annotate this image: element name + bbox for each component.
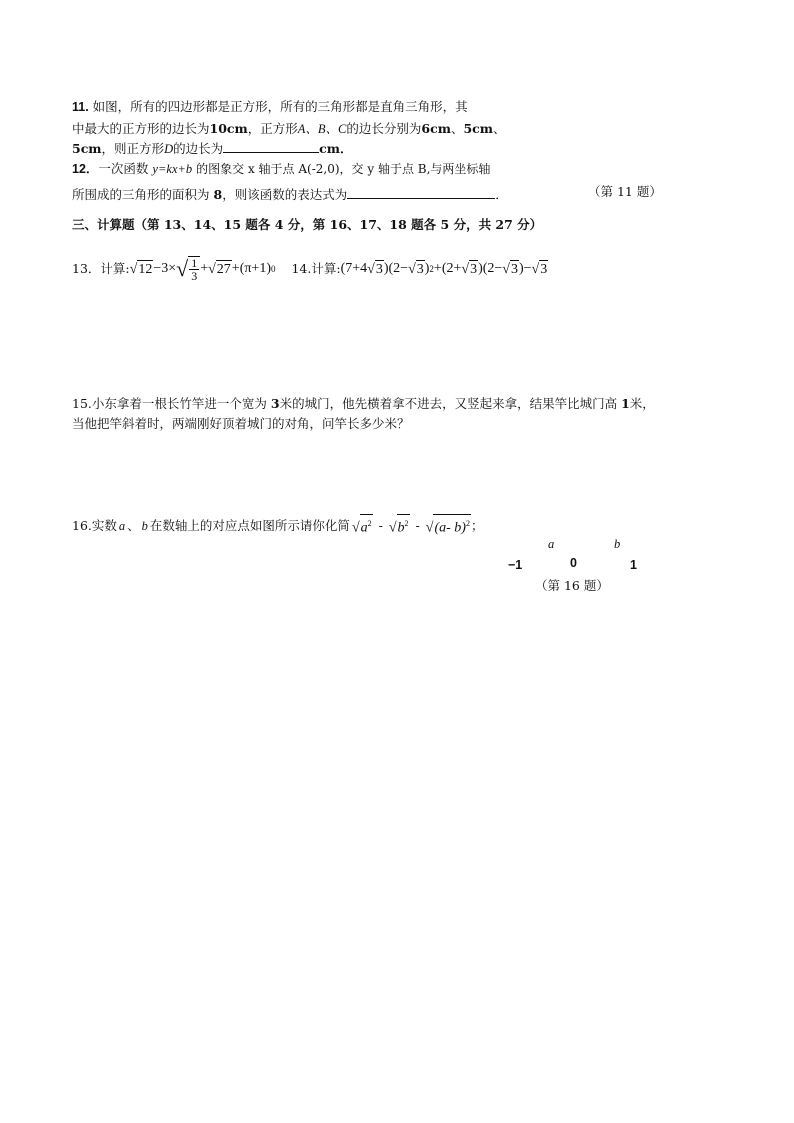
q11-text-2h: 5cm: [463, 121, 493, 136]
q14-term2-mid: )(2−: [478, 261, 503, 276]
q14-square: 2: [429, 264, 434, 274]
q13-plus: +: [200, 261, 209, 276]
q13-sqrt12-radicand: 12: [138, 261, 153, 277]
q15-text-1d: 1: [621, 396, 630, 411]
q13-pi-term: (π+1): [239, 261, 271, 276]
q13-sqrt12: √12: [129, 261, 153, 277]
q16-sqrt-b2: $√b^2$: [389, 514, 410, 538]
q14-sqrt3-c-radicand: 3: [470, 261, 478, 277]
q11-text-2e: 的边长分别为: [346, 121, 422, 136]
axis-label-b: b: [614, 537, 621, 551]
q15-text-1e: 米，: [629, 396, 655, 411]
q16-minus1: -: [378, 517, 383, 533]
q16-sqrt-a: a: [360, 520, 368, 536]
q12-text-2a: 所围成的三角形的面积为: [72, 187, 210, 202]
q11-text-3c: D: [164, 142, 174, 156]
q12-number: 12．: [72, 162, 99, 176]
q14-term2-open: +(2+: [433, 261, 462, 276]
q16-sqrt-ab: (a- b): [434, 520, 466, 536]
q12-answer-blank[interactable]: [347, 186, 495, 199]
q11-text-2d: A、B、C: [297, 122, 347, 136]
figure-11-caption: （第 11 题）: [588, 184, 662, 199]
q16-sqrt-b: b: [397, 520, 405, 536]
q16-sqrt-a2: $√a^2$: [352, 514, 373, 538]
axis-label-a: a: [548, 537, 555, 551]
q16-sqrt-ab-exp: 2: [465, 519, 470, 528]
q12-text-1b: y=kx+b: [152, 162, 193, 176]
q16-sqrt-b-exp: 2: [404, 519, 409, 528]
q13-fraction: [188, 256, 200, 282]
q16-sep: 、: [127, 517, 140, 533]
q16-semicolon: ；: [470, 517, 484, 533]
q11-line3: [72, 140, 352, 158]
section3-title: 三、计算题（第 13、14、15 题各 4 分，第 16、17、18 题各 5 分，共 27 分）: [72, 217, 543, 232]
q11-text-2f: 6cm: [421, 121, 451, 136]
figure-16-caption: （第 16 题）: [535, 578, 609, 593]
q15-text-1a: 小东拿着一根长竹竿进一个宽为: [91, 396, 267, 411]
q13-q14-row: [72, 256, 548, 282]
q11-line2: [72, 120, 506, 138]
q13-frac-denominator: 3: [191, 269, 198, 283]
axis-tick-one: 1: [630, 558, 637, 572]
q15-number: 15.: [72, 396, 92, 411]
q12-line1: [72, 160, 490, 178]
q11-text-3e: cm．: [319, 141, 353, 156]
q15-text-1b: 3: [270, 396, 280, 411]
q13-sqrt27: √27: [208, 261, 231, 277]
q15-line2: 当他把竿斜着时，两端刚好顶着城门的对角，问竿长多少米？: [72, 416, 410, 431]
q11-text-3d: 的边长为: [173, 141, 224, 156]
q16-sqrt-ab2: √(a- b)$^2$: [426, 514, 471, 538]
q12-line2: [72, 186, 508, 204]
q11-text-2b: 10cm: [209, 121, 248, 136]
q11-text-3b: ，则正方形: [101, 141, 165, 156]
q12-text-2b: 8: [213, 187, 223, 202]
q14-sqrt3-b: √3: [408, 261, 424, 277]
axis-tick-zero: 0: [570, 556, 577, 570]
q16-text-1: 实数: [91, 517, 117, 533]
q12-text-2d: ．: [495, 187, 508, 202]
q16-line: [72, 514, 483, 538]
q15-text-1c: 米的城门，他先横着拿不进去，又竖起来拿，结果竿比城门高: [279, 396, 618, 411]
q13-sqrt27-radicand: 27: [216, 261, 231, 277]
q11-line1: [72, 98, 468, 116]
q16-sqrt-a-exp: 2: [367, 519, 372, 528]
q15-line1: [72, 395, 655, 413]
q13-frac-numerator: 1: [191, 256, 198, 270]
q14-sqrt3-a: √3: [367, 261, 383, 277]
q14-term1-close: ): [424, 261, 430, 276]
q13-label: 13．计算:: [72, 261, 130, 276]
q14-sqrt3-b-radicand: 3: [416, 261, 424, 277]
q14-sqrt3-e-radicand: 3: [540, 261, 548, 277]
q11-text-2a: 中最大的正方形的边长为: [72, 121, 210, 136]
q13-sqrt-frac: √ $\frac{1}{3}$: [176, 256, 200, 282]
q16-text-2: 在数轴上的对应点如图所示请你化简: [149, 517, 350, 533]
q11-text-2i: 、: [493, 121, 506, 136]
q14-label: 14.计算:: [291, 261, 341, 276]
q11-number: 11.: [72, 100, 89, 114]
q14-sqrt3-d-radicand: 3: [510, 261, 518, 277]
q11-text-1: 如图，所有的四边形都是正方形，所有的三角形都是直角三角形，其: [92, 99, 468, 114]
q11-text-2g: 、: [450, 121, 464, 136]
q11-text-3a: 5cm: [72, 141, 102, 156]
q12-text-1c: 的图象交 x 轴于点 A(-2,0)，交 y 轴于点 B,与两坐标轴: [196, 162, 491, 176]
q14-sqrt3-d: √3: [502, 261, 518, 277]
q14-sqrt3-c: √3: [461, 261, 478, 277]
q14-term1-open: (7+4: [340, 261, 368, 276]
q16-var-b: b: [141, 518, 148, 533]
q13-plus2: +: [231, 261, 240, 276]
q14-sqrt3-a-radicand: 3: [375, 261, 383, 277]
q14-term1-mid: )(2−: [383, 261, 409, 276]
q16-minus2: -: [415, 517, 420, 533]
q12-text-2c: ，则该函数的表达式为: [222, 187, 348, 202]
q12-text-1a: 一次函数: [98, 161, 149, 176]
q13-minus3x: −3×: [153, 261, 177, 276]
q16-number: 16.: [72, 517, 92, 533]
q11-answer-blank[interactable]: [223, 140, 319, 153]
q14-term2-close: )−: [518, 261, 532, 276]
q11-text-2c: ，正方形: [247, 121, 298, 136]
axis-tick-neg1: −1: [508, 558, 523, 572]
q16-var-a: a: [118, 518, 126, 533]
q14-sqrt3-e: √3: [531, 261, 548, 277]
q13-exponent: 0: [270, 264, 276, 274]
